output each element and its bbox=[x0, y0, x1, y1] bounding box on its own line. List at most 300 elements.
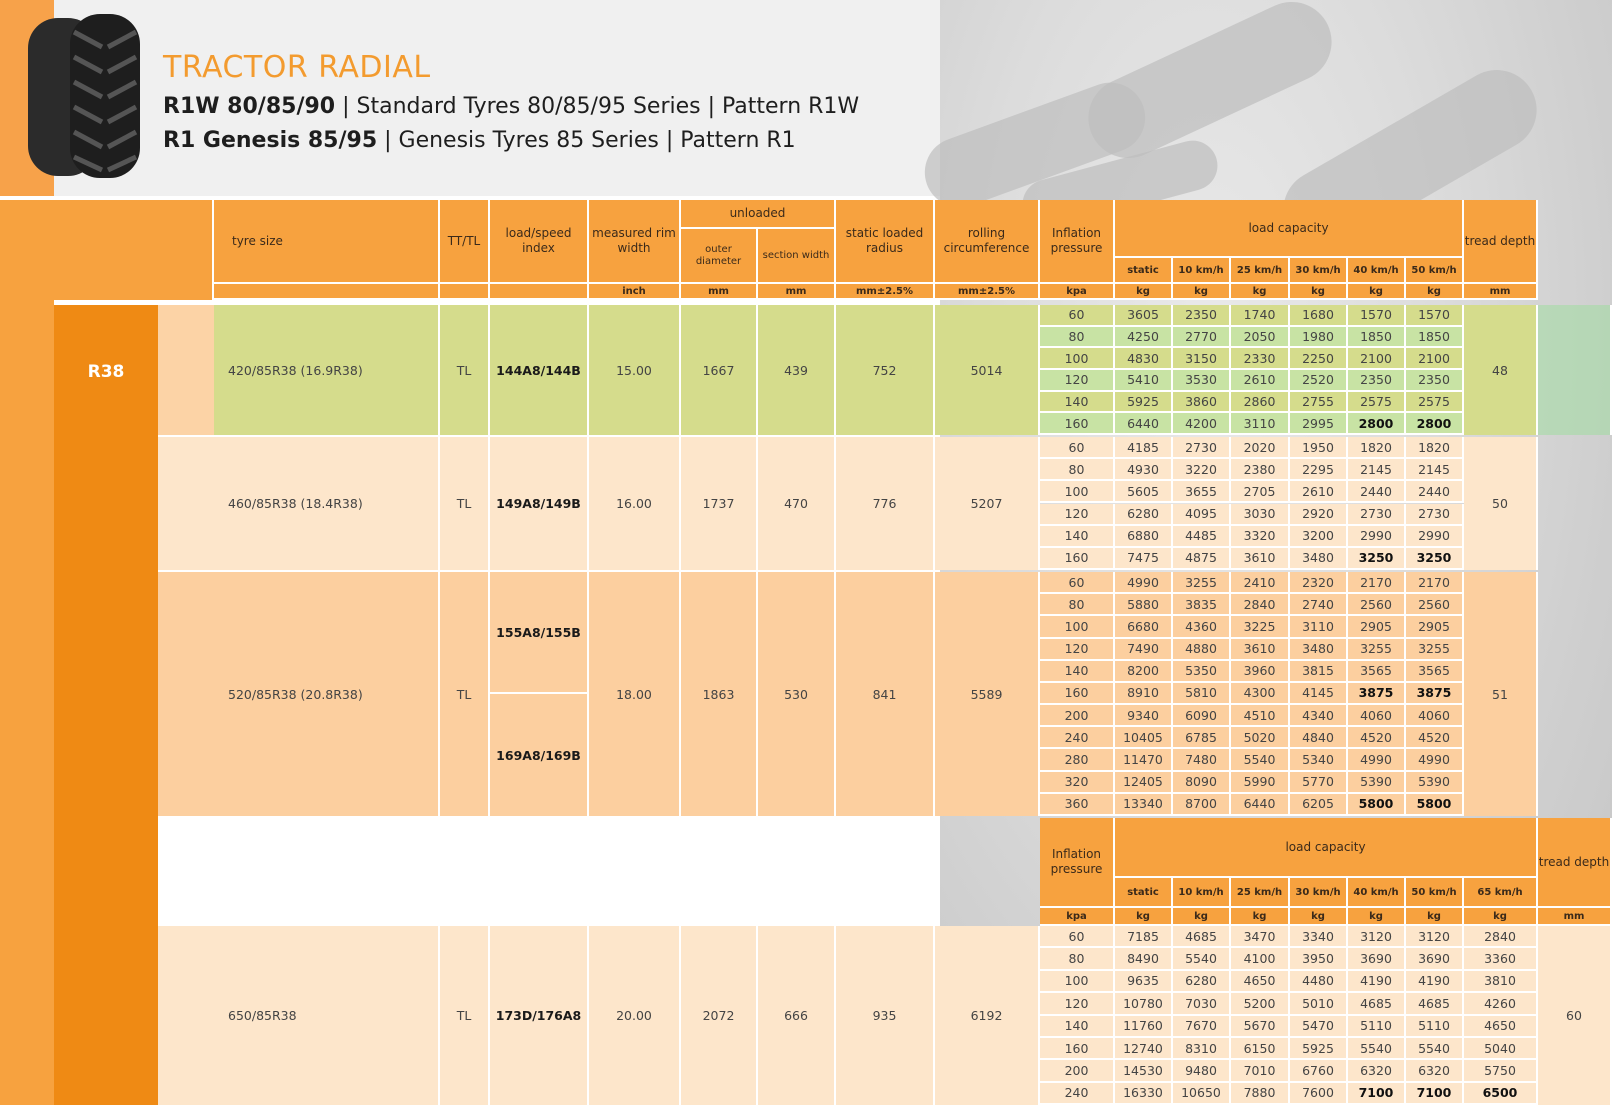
unit-load-2: kg bbox=[1231, 284, 1290, 300]
unit-rim: inch bbox=[589, 284, 681, 300]
inflation-value: 200 bbox=[1040, 705, 1115, 727]
load-value: 6090 bbox=[1173, 705, 1231, 727]
green-highlight-tail bbox=[1538, 305, 1612, 435]
tyre-size: 520/85R38 (20.8R38) bbox=[214, 572, 440, 816]
inflation-value: 200 bbox=[1040, 1060, 1115, 1082]
load-value: 4990 bbox=[1348, 749, 1406, 771]
header-speed-2: 25 km/h bbox=[1231, 258, 1290, 284]
load-value: 2755 bbox=[1290, 392, 1348, 414]
load-value: 5390 bbox=[1406, 772, 1464, 794]
header2-load-capacity: load capacity bbox=[1115, 818, 1538, 878]
load-value: 5040 bbox=[1464, 1038, 1538, 1060]
load-value: 2440 bbox=[1406, 481, 1464, 503]
inflation-value: 320 bbox=[1040, 772, 1115, 794]
subtitle-1-bold: R1W 80/85/90 bbox=[163, 94, 336, 119]
unit-load-5: kg bbox=[1406, 284, 1464, 300]
load-value: 4095 bbox=[1173, 504, 1231, 526]
load-value: 5340 bbox=[1290, 749, 1348, 771]
load-value: 1820 bbox=[1348, 437, 1406, 459]
load-value: 8910 bbox=[1115, 683, 1173, 705]
rim-width: 15.00 bbox=[589, 305, 681, 435]
inflation-value: 100 bbox=[1040, 971, 1115, 993]
unit-outer: mm bbox=[681, 284, 758, 300]
unit-tt bbox=[440, 284, 490, 300]
load-value: 2440 bbox=[1348, 481, 1406, 503]
left-side-band bbox=[0, 300, 54, 1105]
section-width: 666 bbox=[758, 926, 836, 1105]
rolling-circumference: 5589 bbox=[935, 572, 1040, 816]
inflation-value: 120 bbox=[1040, 370, 1115, 392]
rim-spacer-2 bbox=[158, 437, 214, 570]
load-value: 4060 bbox=[1348, 705, 1406, 727]
load-value: 11470 bbox=[1115, 749, 1173, 771]
load-value: 3030 bbox=[1231, 504, 1290, 526]
load-value: 1980 bbox=[1290, 327, 1348, 349]
header-speed-3: 30 km/h bbox=[1290, 258, 1348, 284]
outer-diameter: 1737 bbox=[681, 437, 758, 570]
load-value: 8200 bbox=[1115, 661, 1173, 683]
inflation-value: 160 bbox=[1040, 1038, 1115, 1060]
load-value: 2100 bbox=[1406, 348, 1464, 370]
rim-spacer-3 bbox=[158, 572, 214, 816]
load-value: 4685 bbox=[1348, 993, 1406, 1015]
header-speed-5: 50 km/h bbox=[1406, 258, 1464, 284]
load-value: 1820 bbox=[1406, 437, 1464, 459]
header-static-loaded: static loaded radius bbox=[836, 200, 935, 284]
load-value: 4190 bbox=[1406, 971, 1464, 993]
load-value: 3860 bbox=[1173, 392, 1231, 414]
unit-tread: mm bbox=[1464, 284, 1538, 300]
load-value: 3875 bbox=[1348, 683, 1406, 705]
load-value: 14530 bbox=[1115, 1060, 1173, 1082]
load-value: 16330 bbox=[1115, 1083, 1173, 1105]
inflation-value: 360 bbox=[1040, 794, 1115, 816]
load-value: 4200 bbox=[1173, 413, 1231, 435]
inflation-value: 60 bbox=[1040, 305, 1115, 327]
load-value: 7010 bbox=[1231, 1060, 1290, 1082]
load-value: 7475 bbox=[1115, 548, 1173, 570]
load-value: 6440 bbox=[1231, 794, 1290, 816]
load-value: 9480 bbox=[1173, 1060, 1231, 1082]
header-speed-1: 10 km/h bbox=[1173, 258, 1231, 284]
tread-depth-value: 50 bbox=[1464, 437, 1538, 570]
load-value: 4145 bbox=[1290, 683, 1348, 705]
section-width: 439 bbox=[758, 305, 836, 435]
load-value: 4520 bbox=[1406, 727, 1464, 749]
load-value: 3255 bbox=[1406, 639, 1464, 661]
load-value: 2320 bbox=[1290, 572, 1348, 594]
load-value: 2990 bbox=[1406, 526, 1464, 548]
header-load-speed: load/speed index bbox=[490, 200, 589, 284]
load-value: 2575 bbox=[1406, 392, 1464, 414]
inflation-value: 80 bbox=[1040, 948, 1115, 970]
section-width: 470 bbox=[758, 437, 836, 570]
load-value: 1850 bbox=[1406, 327, 1464, 349]
inflation-value: 140 bbox=[1040, 392, 1115, 414]
inflation-value: 100 bbox=[1040, 481, 1115, 503]
load-value: 4060 bbox=[1406, 705, 1464, 727]
load-value: 4300 bbox=[1231, 683, 1290, 705]
header-inflation: Inflation pressure bbox=[1040, 200, 1115, 284]
inflation-value: 120 bbox=[1040, 993, 1115, 1015]
load-value: 12405 bbox=[1115, 772, 1173, 794]
header-section-width: section width bbox=[758, 229, 836, 284]
load-value: 4485 bbox=[1173, 526, 1231, 548]
load-value: 2705 bbox=[1231, 481, 1290, 503]
unit2-load-0: kg bbox=[1115, 908, 1173, 926]
header2-tread-depth: tread depth bbox=[1538, 818, 1612, 908]
load-value: 11760 bbox=[1115, 1016, 1173, 1038]
rim-width: 18.00 bbox=[589, 572, 681, 816]
tread-depth-value: 60 bbox=[1538, 926, 1612, 1105]
unit2-load-5: kg bbox=[1406, 908, 1464, 926]
load-value: 9340 bbox=[1115, 705, 1173, 727]
rim-width: 16.00 bbox=[589, 437, 681, 570]
load-value: 4930 bbox=[1115, 459, 1173, 481]
load-value: 6500 bbox=[1464, 1083, 1538, 1105]
load-value: 7100 bbox=[1406, 1083, 1464, 1105]
load-value: 3250 bbox=[1406, 548, 1464, 570]
load-value: 12740 bbox=[1115, 1038, 1173, 1060]
unit-load-4: kg bbox=[1348, 284, 1406, 300]
load-value: 2350 bbox=[1348, 370, 1406, 392]
load-value: 2560 bbox=[1406, 594, 1464, 616]
load-value: 3480 bbox=[1290, 548, 1348, 570]
unit2-inflation: kpa bbox=[1040, 908, 1115, 926]
load-value: 5925 bbox=[1290, 1038, 1348, 1060]
load-value: 2730 bbox=[1348, 504, 1406, 526]
rolling-circumference: 6192 bbox=[935, 926, 1040, 1105]
load-value: 3200 bbox=[1290, 526, 1348, 548]
load-value: 4360 bbox=[1173, 616, 1231, 638]
load-value: 2250 bbox=[1290, 348, 1348, 370]
unit-rolling: mm±2.5% bbox=[935, 284, 1040, 300]
load-value: 1570 bbox=[1348, 305, 1406, 327]
load-speed-index: 173D/176A8 bbox=[490, 926, 589, 1105]
load-value: 7030 bbox=[1173, 993, 1231, 1015]
load-value: 4990 bbox=[1406, 749, 1464, 771]
load-value: 9635 bbox=[1115, 971, 1173, 993]
header2-speed-0: static bbox=[1115, 878, 1173, 908]
load-value: 4990 bbox=[1115, 572, 1173, 594]
load-value: 5110 bbox=[1348, 1016, 1406, 1038]
left-header-band bbox=[0, 200, 212, 300]
load-value: 5800 bbox=[1406, 794, 1464, 816]
rim-width: 20.00 bbox=[589, 926, 681, 1105]
load-value: 6880 bbox=[1115, 526, 1173, 548]
header2-speed-2: 25 km/h bbox=[1231, 878, 1290, 908]
load-value: 4510 bbox=[1231, 705, 1290, 727]
inflation-value: 160 bbox=[1040, 413, 1115, 435]
load-value: 2990 bbox=[1348, 526, 1406, 548]
load-value: 3610 bbox=[1231, 548, 1290, 570]
static-loaded-radius: 776 bbox=[836, 437, 935, 570]
load-value: 2575 bbox=[1348, 392, 1406, 414]
load-value: 2840 bbox=[1464, 926, 1538, 948]
outer-diameter: 1667 bbox=[681, 305, 758, 435]
load-value: 5880 bbox=[1115, 594, 1173, 616]
load-value: 4840 bbox=[1290, 727, 1348, 749]
rolling-circumference: 5207 bbox=[935, 437, 1040, 570]
unit-static-loaded: mm±2.5% bbox=[836, 284, 935, 300]
header2-speed-5: 50 km/h bbox=[1406, 878, 1464, 908]
unit2-load-2: kg bbox=[1231, 908, 1290, 926]
load-value: 2020 bbox=[1231, 437, 1290, 459]
header2-speed-4: 40 km/h bbox=[1348, 878, 1406, 908]
load-value: 6205 bbox=[1290, 794, 1348, 816]
load-value: 4250 bbox=[1115, 327, 1173, 349]
load-value: 3565 bbox=[1406, 661, 1464, 683]
outer-diameter: 1863 bbox=[681, 572, 758, 816]
unit-tyre bbox=[214, 284, 440, 300]
load-value: 5350 bbox=[1173, 661, 1231, 683]
unit2-load-4: kg bbox=[1348, 908, 1406, 926]
load-value: 4185 bbox=[1115, 437, 1173, 459]
load-value: 3340 bbox=[1290, 926, 1348, 948]
load-value: 2770 bbox=[1173, 327, 1231, 349]
inflation-value: 80 bbox=[1040, 594, 1115, 616]
load-value: 2170 bbox=[1348, 572, 1406, 594]
inflation-value: 60 bbox=[1040, 437, 1115, 459]
inflation-value: 120 bbox=[1040, 504, 1115, 526]
static-loaded-radius: 841 bbox=[836, 572, 935, 816]
load-value: 3225 bbox=[1231, 616, 1290, 638]
load-value: 4520 bbox=[1348, 727, 1406, 749]
load-value: 8490 bbox=[1115, 948, 1173, 970]
load-value: 3690 bbox=[1406, 948, 1464, 970]
load-value: 5110 bbox=[1406, 1016, 1464, 1038]
load-value: 5540 bbox=[1406, 1038, 1464, 1060]
load-value: 2730 bbox=[1173, 437, 1231, 459]
load-value: 3835 bbox=[1173, 594, 1231, 616]
static-loaded-radius: 752 bbox=[836, 305, 935, 435]
inflation-value: 60 bbox=[1040, 572, 1115, 594]
load-value: 5540 bbox=[1348, 1038, 1406, 1060]
load-value: 3320 bbox=[1231, 526, 1290, 548]
load-value: 5750 bbox=[1464, 1060, 1538, 1082]
load-value: 3810 bbox=[1464, 971, 1538, 993]
load-value: 3220 bbox=[1173, 459, 1231, 481]
inflation-value: 240 bbox=[1040, 727, 1115, 749]
load-speed-index: 144A8/144B bbox=[490, 305, 589, 435]
rim-spacer-1 bbox=[158, 305, 214, 435]
header2-speed-6: 65 km/h bbox=[1464, 878, 1538, 908]
load-value: 5410 bbox=[1115, 370, 1173, 392]
tt-tl: TL bbox=[440, 437, 490, 570]
load-speed-index: 155A8/155B bbox=[490, 572, 589, 694]
inflation-value: 140 bbox=[1040, 661, 1115, 683]
load-value: 4685 bbox=[1406, 993, 1464, 1015]
load-value: 5800 bbox=[1348, 794, 1406, 816]
header-speed-4: 40 km/h bbox=[1348, 258, 1406, 284]
load-value: 7880 bbox=[1231, 1083, 1290, 1105]
unit2-load-6: kg bbox=[1464, 908, 1538, 926]
load-value: 6440 bbox=[1115, 413, 1173, 435]
inflation-value: 80 bbox=[1040, 459, 1115, 481]
tyre-size: 650/85R38 bbox=[214, 926, 440, 1105]
load-value: 3250 bbox=[1348, 548, 1406, 570]
subtitle-2-rest: | Genesis Tyres 85 Series | Pattern R1 bbox=[377, 128, 796, 153]
load-value: 8090 bbox=[1173, 772, 1231, 794]
load-value: 6760 bbox=[1290, 1060, 1348, 1082]
load-value: 5020 bbox=[1231, 727, 1290, 749]
unit2-tread: mm bbox=[1538, 908, 1612, 926]
load-value: 4650 bbox=[1464, 1016, 1538, 1038]
inflation-value: 120 bbox=[1040, 639, 1115, 661]
load-value: 10780 bbox=[1115, 993, 1173, 1015]
load-value: 6680 bbox=[1115, 616, 1173, 638]
load-value: 3960 bbox=[1231, 661, 1290, 683]
load-value: 1950 bbox=[1290, 437, 1348, 459]
subtitle-line-2 bbox=[163, 128, 796, 153]
load-value: 3950 bbox=[1290, 948, 1348, 970]
unit-load-0: kg bbox=[1115, 284, 1173, 300]
header-tyre-size: tyre size bbox=[214, 200, 440, 284]
subtitle-2-bold: R1 Genesis 85/95 bbox=[163, 128, 378, 153]
load-value: 5810 bbox=[1173, 683, 1231, 705]
load-speed-index: 169A8/169B bbox=[490, 694, 589, 816]
load-value: 3480 bbox=[1290, 639, 1348, 661]
load-value: 5770 bbox=[1290, 772, 1348, 794]
load-value: 4650 bbox=[1231, 971, 1290, 993]
tyre-thumbnail bbox=[22, 12, 142, 182]
load-value: 2995 bbox=[1290, 413, 1348, 435]
load-value: 6320 bbox=[1348, 1060, 1406, 1082]
load-value: 2800 bbox=[1406, 413, 1464, 435]
load-value: 5925 bbox=[1115, 392, 1173, 414]
rim-group-label: R38 bbox=[87, 362, 125, 382]
inflation-value: 240 bbox=[1040, 1083, 1115, 1105]
load-value: 2350 bbox=[1173, 305, 1231, 327]
unit-idx bbox=[490, 284, 589, 300]
load-value: 7670 bbox=[1173, 1016, 1231, 1038]
load-value: 8310 bbox=[1173, 1038, 1231, 1060]
load-value: 3605 bbox=[1115, 305, 1173, 327]
header-unloaded: unloaded bbox=[681, 200, 836, 229]
load-value: 2560 bbox=[1348, 594, 1406, 616]
load-value: 2380 bbox=[1231, 459, 1290, 481]
load-value: 13340 bbox=[1115, 794, 1173, 816]
header2-speed-3: 30 km/h bbox=[1290, 878, 1348, 908]
unit-load-3: kg bbox=[1290, 284, 1348, 300]
load-speed-index: 149A8/149B bbox=[490, 437, 589, 570]
load-value: 6280 bbox=[1173, 971, 1231, 993]
section-width: 530 bbox=[758, 572, 836, 816]
load-value: 2860 bbox=[1231, 392, 1290, 414]
load-value: 3565 bbox=[1348, 661, 1406, 683]
inflation-value: 80 bbox=[1040, 327, 1115, 349]
load-value: 3110 bbox=[1290, 616, 1348, 638]
unit-inflation: kpa bbox=[1040, 284, 1115, 300]
load-value: 2050 bbox=[1231, 327, 1290, 349]
load-value: 8700 bbox=[1173, 794, 1231, 816]
outer-diameter: 2072 bbox=[681, 926, 758, 1105]
load-value: 7100 bbox=[1348, 1083, 1406, 1105]
load-value: 5670 bbox=[1231, 1016, 1290, 1038]
tt-tl: TL bbox=[440, 572, 490, 816]
load-value: 4830 bbox=[1115, 348, 1173, 370]
load-value: 2145 bbox=[1406, 459, 1464, 481]
page-title: TRACTOR RADIAL bbox=[163, 50, 431, 85]
load-value: 2295 bbox=[1290, 459, 1348, 481]
rim-spacer-4 bbox=[158, 926, 214, 1105]
load-value: 3815 bbox=[1290, 661, 1348, 683]
load-value: 7480 bbox=[1173, 749, 1231, 771]
load-value: 3120 bbox=[1406, 926, 1464, 948]
load-value: 2350 bbox=[1406, 370, 1464, 392]
load-value: 4875 bbox=[1173, 548, 1231, 570]
inflation-value: 140 bbox=[1040, 526, 1115, 548]
load-value: 10650 bbox=[1173, 1083, 1231, 1105]
load-value: 2905 bbox=[1348, 616, 1406, 638]
load-value: 2520 bbox=[1290, 370, 1348, 392]
load-value: 4190 bbox=[1348, 971, 1406, 993]
header2-inflation: Inflation pressure bbox=[1040, 818, 1115, 908]
static-loaded-radius: 935 bbox=[836, 926, 935, 1105]
load-value: 4260 bbox=[1464, 993, 1538, 1015]
inflation-value: 160 bbox=[1040, 548, 1115, 570]
load-value: 3150 bbox=[1173, 348, 1231, 370]
load-value: 2410 bbox=[1231, 572, 1290, 594]
load-value: 5990 bbox=[1231, 772, 1290, 794]
load-value: 4340 bbox=[1290, 705, 1348, 727]
unit-section: mm bbox=[758, 284, 836, 300]
tyre-size: 460/85R38 (18.4R38) bbox=[214, 437, 440, 570]
inflation-value: 160 bbox=[1040, 683, 1115, 705]
load-value: 1570 bbox=[1406, 305, 1464, 327]
inflation-value: 100 bbox=[1040, 348, 1115, 370]
header-rim-width: measured rim width bbox=[589, 200, 681, 284]
tyre-size: 420/85R38 (16.9R38) bbox=[214, 305, 440, 435]
inflation-value: 60 bbox=[1040, 926, 1115, 948]
tread-depth-value: 51 bbox=[1464, 572, 1538, 816]
load-value: 4480 bbox=[1290, 971, 1348, 993]
load-value: 3360 bbox=[1464, 948, 1538, 970]
rim-group-cell bbox=[54, 305, 158, 1105]
unit2-load-3: kg bbox=[1290, 908, 1348, 926]
subtitle-1-rest: | Standard Tyres 80/85/95 Series | Pattern R1W bbox=[335, 94, 860, 119]
load-value: 3875 bbox=[1406, 683, 1464, 705]
load-value: 3610 bbox=[1231, 639, 1290, 661]
load-value: 5010 bbox=[1290, 993, 1348, 1015]
load-value: 5540 bbox=[1231, 749, 1290, 771]
load-value: 2610 bbox=[1290, 481, 1348, 503]
rolling-circumference: 5014 bbox=[935, 305, 1040, 435]
load-value: 7490 bbox=[1115, 639, 1173, 661]
tt-tl: TL bbox=[440, 926, 490, 1105]
load-value: 1850 bbox=[1348, 327, 1406, 349]
load-value: 2800 bbox=[1348, 413, 1406, 435]
header-tt-tl: TT/TL bbox=[440, 200, 490, 284]
load-value: 10405 bbox=[1115, 727, 1173, 749]
load-value: 6320 bbox=[1406, 1060, 1464, 1082]
subtitle-line-1 bbox=[163, 94, 859, 119]
inflation-value: 280 bbox=[1040, 749, 1115, 771]
load-value: 5200 bbox=[1231, 993, 1290, 1015]
load-value: 3110 bbox=[1231, 413, 1290, 435]
unit2-load-1: kg bbox=[1173, 908, 1231, 926]
load-value: 3690 bbox=[1348, 948, 1406, 970]
load-value: 3120 bbox=[1348, 926, 1406, 948]
load-value: 5390 bbox=[1348, 772, 1406, 794]
load-value: 2330 bbox=[1231, 348, 1290, 370]
header-outer-diameter: outer diameter bbox=[681, 229, 758, 284]
load-value: 4685 bbox=[1173, 926, 1231, 948]
load-value: 2920 bbox=[1290, 504, 1348, 526]
header2-speed-1: 10 km/h bbox=[1173, 878, 1231, 908]
load-value: 2610 bbox=[1231, 370, 1290, 392]
load-value: 5470 bbox=[1290, 1016, 1348, 1038]
